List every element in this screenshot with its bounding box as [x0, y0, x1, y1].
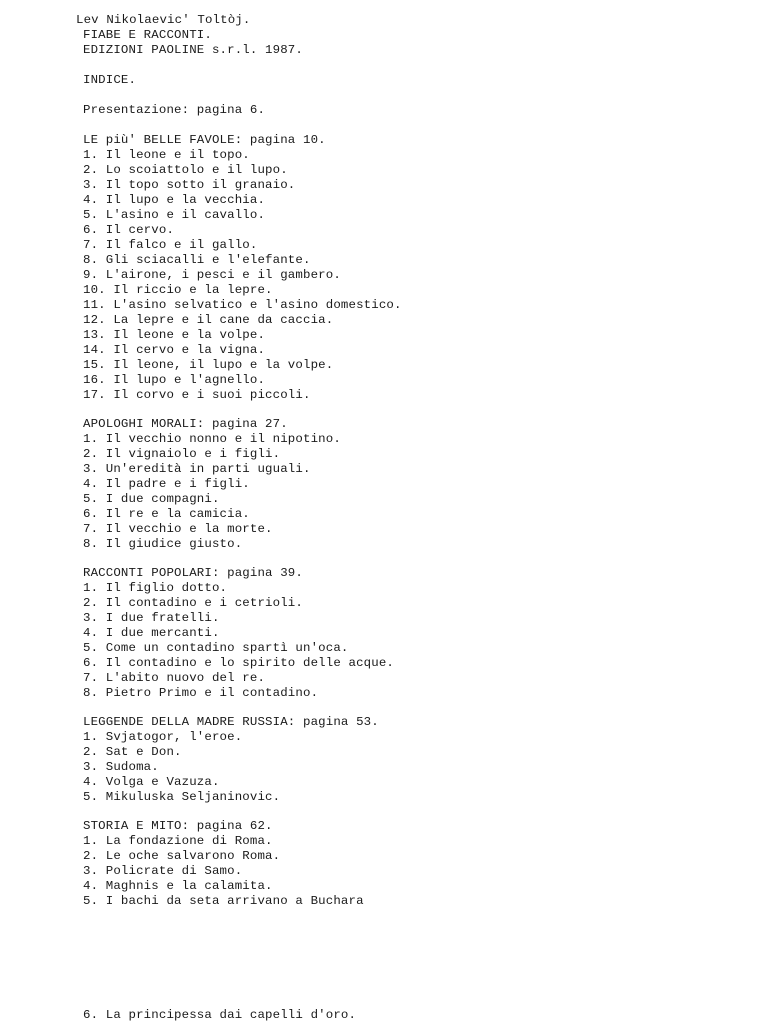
section-heading: LE più' BELLE FAVOLE: pagina 10. [83, 133, 326, 147]
list-item: 11. L'asino selvatico e l'asino domestico. [83, 298, 402, 312]
list-item: 5. Mikuluska Seljaninovic. [83, 790, 281, 804]
list-item: 14. Il cervo e la vigna. [83, 343, 266, 357]
list-item: 3. Policrate di Samo. [83, 864, 243, 878]
list-item: 7. L'abito nuovo del re. [83, 671, 266, 685]
list-item: 3. Un'eredità in parti uguali. [83, 462, 311, 476]
index-heading: INDICE. [83, 73, 137, 87]
book-title: FIABE E RACCONTI. [83, 28, 212, 42]
list-item: 15. Il leone, il lupo e la volpe. [83, 358, 334, 372]
list-item: 17. Il corvo e i suoi piccoli. [83, 388, 311, 402]
list-item: 3. Sudoma. [83, 760, 159, 774]
list-item: 4. Maghnis e la calamita. [83, 879, 273, 893]
list-item: 2. Il vignaiolo e i figli. [83, 447, 281, 461]
list-item: 1. Svjatogor, l'eroe. [83, 730, 243, 744]
list-item: 7. Il falco e il gallo. [83, 238, 258, 252]
list-item: 6. Il contadino e lo spirito delle acque. [83, 656, 395, 670]
list-item: 8. Gli sciacalli e l'elefante. [83, 253, 311, 267]
section-heading: STORIA E MITO: pagina 62. [83, 819, 273, 833]
list-item: 2. Lo scoiattolo e il lupo. [83, 163, 288, 177]
section-heading: LEGGENDE DELLA MADRE RUSSIA: pagina 53. [83, 715, 379, 729]
author-line: Lev Nikolaevic' Toltòj. [76, 13, 251, 27]
list-item: 9. L'airone, i pesci e il gambero. [83, 268, 341, 282]
section-heading: APOLOGHI MORALI: pagina 27. [83, 417, 288, 431]
list-item: 3. I due fratelli. [83, 611, 220, 625]
list-item: 3. Il topo sotto il granaio. [83, 178, 296, 192]
section-heading: RACCONTI POPOLARI: pagina 39. [83, 566, 303, 580]
list-item: 12. La lepre e il cane da caccia. [83, 313, 334, 327]
list-item: 4. Volga e Vazuza. [83, 775, 220, 789]
list-item: 7. Il vecchio e la morte. [83, 522, 273, 536]
list-item: 4. I due mercanti. [83, 626, 220, 640]
list-item: 4. Il lupo e la vecchia. [83, 193, 266, 207]
list-item: 6. Il re e la camicia. [83, 507, 250, 521]
list-item: 5. I due compagni. [83, 492, 220, 506]
list-item: 5. Come un contadino spartì un'oca. [83, 641, 349, 655]
list-item: 2. Sat e Don. [83, 745, 182, 759]
list-item: 1. Il leone e il topo. [83, 148, 250, 162]
list-item: 6. Il cervo. [83, 223, 175, 237]
list-item: 1. La fondazione di Roma. [83, 834, 273, 848]
list-item: 8. Il giudice giusto. [83, 537, 243, 551]
list-item: 1. Il figlio dotto. [83, 581, 228, 595]
list-item: 8. Pietro Primo e il contadino. [83, 686, 319, 700]
list-item: 16. Il lupo e l'agnello. [83, 373, 266, 387]
list-item: 2. Le oche salvarono Roma. [83, 849, 281, 863]
list-item: 5. I bachi da seta arrivano a Buchara [83, 894, 364, 908]
presentation-entry: Presentazione: pagina 6. [83, 103, 266, 117]
trailing-list-item: 6. La principessa dai capelli d'oro. [83, 1008, 357, 1022]
list-item: 2. Il contadino e i cetrioli. [83, 596, 303, 610]
list-item: 10. Il riccio e la lepre. [83, 283, 273, 297]
list-item: 13. Il leone e la volpe. [83, 328, 266, 342]
list-item: 4. Il padre e i figli. [83, 477, 250, 491]
list-item: 5. L'asino e il cavallo. [83, 208, 266, 222]
list-item: 1. Il vecchio nonno e il nipotino. [83, 432, 341, 446]
publisher-line: EDIZIONI PAOLINE s.r.l. 1987. [83, 43, 303, 57]
